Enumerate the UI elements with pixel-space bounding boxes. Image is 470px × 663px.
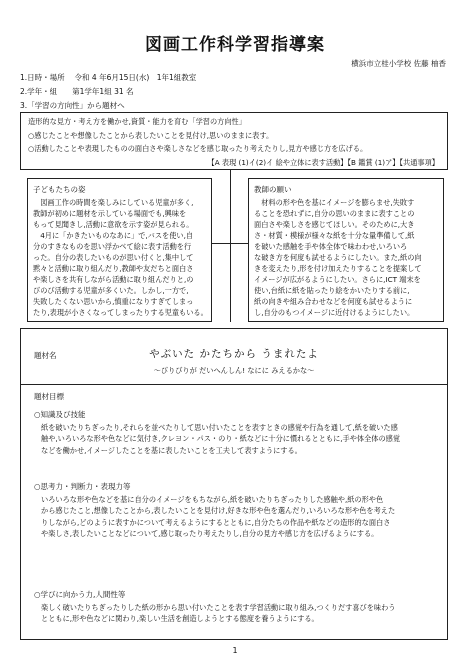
meta-direction-heading: 3.「学習の方向性」から題材へ: [20, 101, 125, 110]
topic-name: やぶいた かたちから うまれたよ: [149, 348, 319, 360]
goal-attitude-text: [41, 602, 395, 625]
teacher-line: イメージが広がるようにしたい。さらに,ICT 端末を: [254, 275, 421, 284]
page-number: 1: [232, 646, 238, 655]
goal-knowledge-title: ○知識及び技能: [34, 410, 86, 419]
topic-label: 題材名: [34, 351, 57, 360]
goal-line: とともに,形や色などに関わり,楽しい生活を創造しようとする態度を養うようにする。: [41, 614, 319, 624]
meta-grade-class: 2.学年・組 第1学年1組 31 名: [20, 87, 134, 96]
teacher-line: を破いた感触を手や体全体で味わわせ,いろいろ: [254, 242, 408, 251]
children-line: 黙々と活動に取り組んだり,教師や友だちと面白さ: [33, 264, 194, 273]
author-line: 横浜市立桂小学校 佐藤 柚香: [351, 59, 446, 68]
direction-heading: 造形的な見方・考え方を働かせ,資質・能力を育む「学習の方向性」: [28, 117, 246, 126]
children-line: 教師が初めに題材を示している場面でも,興味を: [33, 209, 187, 218]
children-line: 図画工作の時間を楽しみにしている児童が多く,: [40, 198, 194, 207]
teacher-line: 面白さや楽しさを感じてほしい。そのために,大き: [254, 220, 415, 229]
teacher-line: ることを恐れずに,自分の思いのままに表すことの: [254, 209, 415, 218]
teacher-line: し,自分のもつイメージに近付けるようにしたい。: [254, 308, 415, 317]
goal-line: 紙を破いたりちぎったり,それらを並べたりして思い付いたことを表すときの感覚や行為を通して,紙を破いた感: [41, 423, 398, 432]
topic-goals-box: [20, 328, 448, 640]
goal-line: から感じたこと,想像したことから,表したいことを見付け,好きな形や色を選んだり,いろいろな形や色を考えた: [41, 506, 396, 516]
connector-vertical: [230, 170, 231, 322]
children-line: 4月に「かきたいものなあに」で,バスを使い,自: [40, 231, 194, 240]
topic-subtitle: ～びりびりが だいへんしん! なにに みえるかな～: [153, 366, 315, 375]
document-title: 図画工作科学習指導案: [145, 35, 325, 55]
goal-line: 楽しく破いたりちぎったりした紙の形から思い付いたことを表す学習活動に取り組み,つくりだす喜びを味わう: [41, 603, 396, 612]
children-box: [27, 178, 212, 322]
goal-thinking-title: ○思考力・判断力・表現力等: [34, 482, 131, 491]
direction-line: ○活動したことや表現したものの面白さや楽しさなどを感じ取ったり考えたりし,見方や感じ方を広げる。: [28, 144, 368, 153]
children-line: った。自分の表したいものが思い付くと,集中して: [33, 253, 194, 262]
topic-divider: [21, 384, 447, 385]
children-line: もって見聞きし,活動に意欲を示す姿が見られる。: [33, 220, 194, 229]
goal-attitude-title: ○学びに向かう力,人間性等: [34, 590, 126, 599]
children-line: びのび活動する児童が多くいた。しかし,一方で,: [33, 286, 189, 295]
children-line: 失敗したくない思いから,慎重になりすぎてしまっ: [33, 297, 194, 306]
goal-line: などを働かせ,イメージしたことを基に表したいことを工夫して表すようにする。: [41, 445, 302, 455]
teacher-box: [248, 178, 444, 322]
children-line: たり,表現が小さくなってしまったりする児童もいる。: [33, 308, 208, 317]
teacher-line: 材料の形や色を基にイメージを膨らませ,失敗す: [261, 198, 415, 207]
children-line: 分のすきなものを思い浮かべて絵に表す活動を行: [33, 242, 192, 251]
goal-line: や楽しさ,表したいことなどについて,感じ取ったり考えたりし,自分の見方や感じ方を広げるようにする。: [41, 528, 379, 538]
teacher-line: 紙の向きや組み合わせなどを何度も試せるように: [254, 297, 413, 306]
teacher-line: きを変えたり,形を付け加えたりすることを提案して: [254, 264, 422, 273]
connector-horizontal: [212, 243, 248, 244]
teacher-line: な破き方を何度も試せるようにしたい。また,紙の向: [254, 253, 422, 262]
goal-line: りしながら,どのように表すかについて考えるようにするとともに,自分たちの作品や紙などの造形的な面白さ: [41, 517, 391, 527]
teacher-line: 使い,台紙に紙を貼ったり絵をかいたりする前に,: [254, 286, 410, 295]
goal-line: 触や,いろいろな形や色などに気付き,クレヨン・パス・のり・紙などに十分に慣れるとともに,手や体全体の感覚: [41, 434, 401, 444]
goals-heading: 題材目標: [34, 392, 64, 401]
curriculum-reference: 【A 表現 (1)イ(2)イ 絵や立体に表す活動】【B 鑑賞 (1)ア】【共通事項】: [207, 158, 439, 167]
teacher-heading: 教師の願い: [254, 185, 292, 194]
direction-line: ○感じたことや想像したことから表したいことを見付け,思いのままに表す。: [28, 131, 274, 140]
teacher-line: さ・材質・模様が様々な紙を十分な量準備して,紙: [254, 231, 415, 240]
children-line: や楽しさを共有しながら活動に取り組んだりと,の: [33, 275, 194, 284]
children-heading: 子どもたちの姿: [33, 185, 86, 194]
meta-date-place: 1.日時・場所 令和 4 年6月15日(水) 1年1組教室: [20, 73, 197, 82]
goal-knowledge-text: [41, 422, 400, 456]
direction-box: [20, 112, 448, 170]
goal-thinking-text: [41, 494, 395, 539]
goal-line: いろいろな形や色などを基に自分のイメージをもちながら,紙を破いたりちぎったりした感触や,紙の形や色: [41, 495, 384, 504]
